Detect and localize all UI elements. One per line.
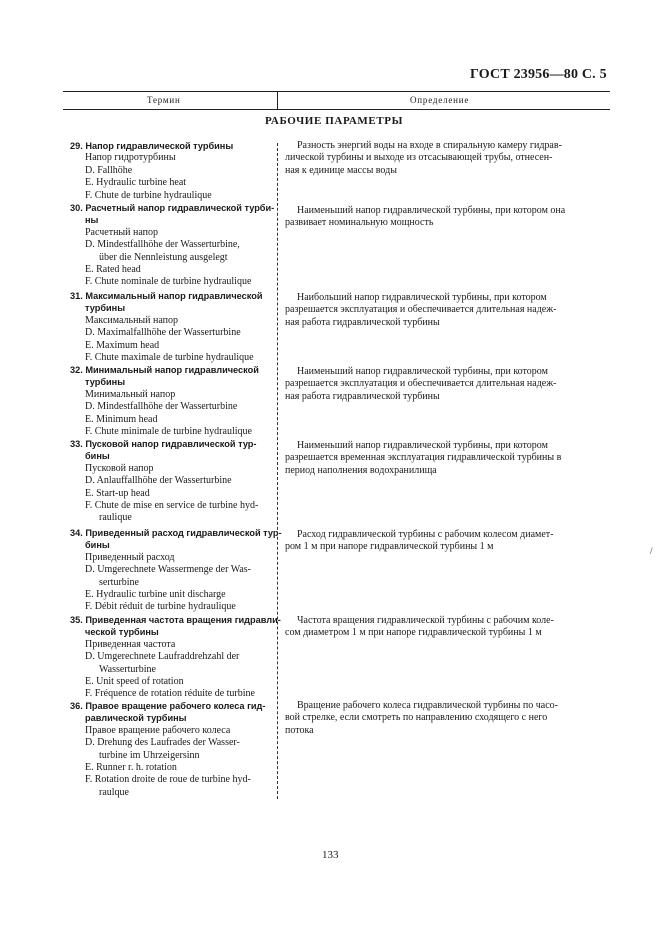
term-entry-34	[67, 527, 282, 614]
term-title: 36. Правое вращение рабочего колеса гид-	[70, 701, 266, 711]
term-german: D. Maximalfallhöhe der Wasserturbine	[85, 327, 241, 339]
term-english: E. Runner r. h. rotation	[85, 762, 177, 774]
term-entry-29	[67, 140, 277, 202]
definition-34	[285, 529, 601, 554]
term-german-cont: serturbine	[99, 576, 139, 588]
definition-line: развивает номинальную мощность	[285, 217, 434, 229]
definition-line: Вращение рабочего колеса гидравлической турбины по часо-	[297, 700, 558, 711]
term-entry-33	[67, 438, 277, 525]
term-title-cont: турбины	[85, 377, 126, 388]
definition-29	[285, 140, 601, 177]
term-english: E. Hydraulic turbine heat	[85, 177, 187, 189]
definition-line: Наименьший напор гидравлической турбины, при котором	[297, 366, 548, 377]
term-english: E. Unit speed of rotation	[85, 676, 184, 688]
term-french: F. Chute de mise en service de turbine hyd-	[85, 500, 259, 512]
term-entry-31	[67, 290, 277, 364]
term-german: D. Drehung des Laufrades der Wasser-	[85, 737, 240, 749]
term-english: E. Maximum head	[85, 339, 160, 351]
column-header-definition: Определение	[410, 95, 470, 105]
page-number: 133	[322, 849, 339, 861]
term-synonym: Расчетный напор	[85, 226, 159, 238]
term-entry-30	[67, 202, 277, 289]
term-title-cont: ческой турбины	[85, 627, 159, 638]
term-english: E. Rated head	[85, 264, 141, 276]
definition-line: разрешается эксплуатация и обеспечивается длительная надеж-	[285, 304, 557, 316]
definition-line: потока	[285, 724, 314, 736]
header-bottom-rule	[63, 109, 610, 110]
definition-36	[285, 700, 601, 737]
definition-35	[285, 615, 601, 640]
term-english: E. Start-up head	[85, 487, 150, 499]
column-divider	[277, 143, 278, 799]
term-synonym: Минимальный напор	[85, 388, 176, 400]
term-title: 30. Расчетный напор гидравлической турби-	[70, 203, 275, 213]
term-synonym: Пусковой напор	[85, 462, 154, 474]
definition-line: ная работа гидравлической турбины	[285, 390, 440, 402]
definition-line: разрешается эксплуатация и обеспечивается длительная надеж-	[285, 378, 557, 390]
definition-line: ная работа гидравлической турбины	[285, 316, 440, 328]
term-title: 32. Минимальный напор гидравлической	[70, 365, 259, 375]
term-german: D. Fallhöhe	[85, 164, 133, 176]
definition-32	[285, 366, 601, 403]
definition-line: Расход гидравлической турбины с рабочим колесом диамет-	[297, 529, 554, 540]
definition-line: лической турбины и выходе из отсасывающей трубы, отнесен-	[285, 152, 553, 164]
term-german-cont: turbine im Uhrzeigersinn	[99, 749, 200, 761]
term-french: F. Fréquence de rotation réduite de turbine	[85, 688, 255, 700]
term-synonym: Правое вращение рабочего колеса	[85, 724, 231, 736]
term-title: 35. Приведенная частота вращения гидравли-	[70, 615, 281, 625]
term-french: F. Chute minimale de turbine hydraulique	[85, 426, 252, 438]
document-code: ГОСТ 23956—80 С. 5	[470, 67, 607, 82]
definition-line: вой стрелке, если смотреть по направлению сходящего с него	[285, 712, 548, 724]
term-title-cont: бины	[85, 451, 110, 462]
term-synonym: Максимальный напор	[85, 314, 178, 326]
term-english: E. Minimum head	[85, 413, 158, 425]
term-title: 31. Максимальный напор гидравлической	[70, 291, 263, 301]
term-synonym: Приведенная частота	[85, 638, 176, 650]
section-title: РАБОЧИЕ ПАРАМЕТРЫ	[265, 115, 403, 127]
definition-line: Разность энергий воды на входе в спиральную камеру гидрав-	[297, 140, 562, 151]
term-entry-35	[67, 614, 281, 701]
definition-31	[285, 292, 601, 329]
definition-33	[285, 440, 601, 477]
definition-line: ная к единице массы воды	[285, 164, 397, 176]
term-french: F. Débit réduit de turbine hydraulique	[85, 601, 236, 613]
term-german: D. Anlauffallhöhe der Wasserturbine	[85, 475, 232, 487]
term-french: F. Rotation droite de roue de turbine hyd-	[85, 774, 251, 786]
term-entry-32	[67, 364, 277, 438]
definition-line: разрешается временная эксплуатация гидравлической турбины в	[285, 452, 562, 464]
term-english: E. Hydraulic turbine unit discharge	[85, 589, 226, 601]
term-german-cont: Wasserturbine	[99, 663, 156, 675]
definition-line: сом диаметром 1 м при напоре гидравлической турбины 1 м	[285, 627, 542, 639]
term-title: 29. Напор гидравлической турбины	[70, 141, 234, 151]
term-title: 34. Приведенный расход гидравлической тур-	[70, 528, 282, 538]
header-column-divider	[277, 91, 278, 109]
column-header-term: Термин	[147, 95, 181, 105]
term-title-cont: турбины	[85, 303, 126, 314]
definition-line: Частота вращения гидравлической турбины с рабочим коле-	[297, 615, 554, 626]
term-german: D. Umgerechnete Laufraddrehzahl der	[85, 651, 240, 663]
term-german-cont: über die Nennleistung ausgelegt	[99, 251, 228, 263]
term-french-cont: raulique	[99, 512, 132, 524]
term-title: 33. Пусковой напор гидравлической тур-	[70, 439, 257, 449]
term-synonym: Напор гидротурбины	[85, 152, 176, 164]
definition-line: Наименьший напор гидравлической турбины, при котором	[297, 440, 548, 451]
term-french-cont: raulque	[99, 786, 129, 798]
term-entry-36	[67, 700, 277, 799]
definition-30	[285, 205, 601, 230]
definition-line: период наполнения водохранилища	[285, 464, 437, 476]
term-french: F. Chute de turbine hydraulique	[85, 189, 212, 201]
term-french: F. Chute maximale de turbine hydraulique	[85, 352, 254, 364]
definition-line: Наибольший напор гидравлической турбины, при котором	[297, 292, 547, 303]
term-german: D. Mindestfallhöhe der Wasserturbine	[85, 401, 238, 413]
definition-line: ром 1 м при напоре гидравлической турбины 1 м	[285, 541, 494, 553]
term-title-cont: ны	[85, 215, 99, 226]
term-german: D. Mindestfallhöhe der Wasserturbine,	[85, 239, 240, 251]
term-synonym: Приведенный расход	[85, 551, 175, 563]
term-title-cont: бины	[85, 540, 110, 551]
term-german: D. Umgerechnete Wassermenge der Was-	[85, 564, 252, 576]
term-title-cont: равлической турбины	[85, 713, 187, 724]
header-top-rule	[63, 91, 610, 92]
margin-mark: /	[650, 546, 653, 556]
term-french: F. Chute nominale de turbine hydraulique	[85, 276, 252, 288]
definition-line: Наименьший напор гидравлической турбины, при котором она	[297, 205, 566, 216]
